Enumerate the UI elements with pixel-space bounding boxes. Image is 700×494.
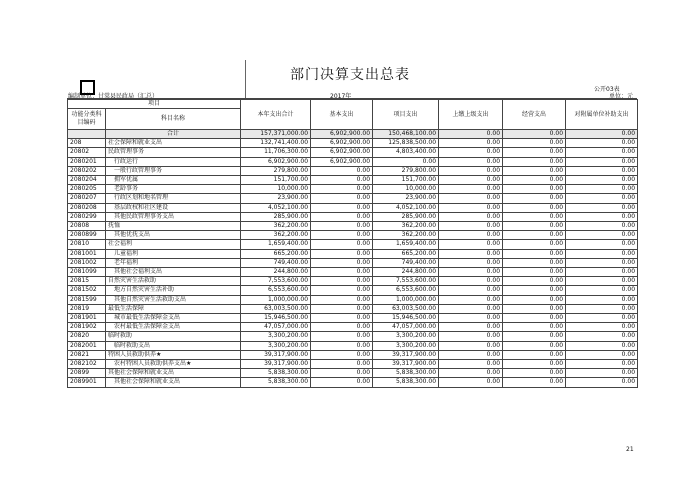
cell-name: 基层政权和社区建设 bbox=[106, 203, 241, 212]
cell-total: 3,300,200.00 bbox=[241, 341, 311, 350]
cell-basic: 0.00 bbox=[311, 286, 373, 295]
cell-name: 民政管理事务 bbox=[106, 148, 241, 157]
cell-biz: 0.00 bbox=[503, 166, 566, 175]
cell-biz: 0.00 bbox=[503, 157, 566, 166]
cell-upper: 0.00 bbox=[439, 130, 503, 139]
cell-proj: 4,052,100.00 bbox=[373, 203, 439, 212]
cell-proj: 285,900.00 bbox=[373, 212, 439, 221]
cell-upper: 0.00 bbox=[439, 139, 503, 148]
cell-sub: 0.00 bbox=[566, 176, 638, 185]
cell-proj: 279,800.00 bbox=[373, 166, 439, 175]
expenditure-table bbox=[67, 99, 638, 388]
cell-biz: 0.00 bbox=[503, 249, 566, 258]
cell-sub: 0.00 bbox=[566, 295, 638, 304]
cell-code: 2081099 bbox=[68, 268, 106, 277]
cell-total: 1,659,400.00 bbox=[241, 240, 311, 249]
cell-name: 抚恤 bbox=[106, 222, 241, 231]
cell-biz: 0.00 bbox=[503, 194, 566, 203]
cell-name: 其他社会保障和就业支出 bbox=[106, 369, 241, 378]
cell-sub: 0.00 bbox=[566, 166, 638, 175]
cell-basic: 0.00 bbox=[311, 212, 373, 221]
year-label: 2017年 bbox=[330, 93, 352, 100]
cell-proj: 665,200.00 bbox=[373, 249, 439, 258]
cell-upper: 0.00 bbox=[439, 222, 503, 231]
cell-proj: 5,838,300.00 bbox=[373, 378, 439, 387]
cell-code: 20819 bbox=[68, 304, 106, 313]
cell-upper: 0.00 bbox=[439, 157, 503, 166]
cell-sub: 0.00 bbox=[566, 148, 638, 157]
cell-basic: 0.00 bbox=[311, 360, 373, 369]
header-total: 本年支出合计 bbox=[241, 100, 311, 130]
cell-upper: 0.00 bbox=[439, 176, 503, 185]
cell-sub: 0.00 bbox=[566, 249, 638, 258]
cell-upper: 0.00 bbox=[439, 304, 503, 313]
table-row bbox=[68, 222, 638, 231]
cell-name: 最低生活保障 bbox=[106, 304, 241, 313]
header-name: 科目名称 bbox=[106, 109, 241, 130]
table-row bbox=[68, 231, 638, 240]
cell-proj: 6,553,600.00 bbox=[373, 286, 439, 295]
cell-code: 208 bbox=[68, 139, 106, 148]
expenditure-table-wrap bbox=[67, 99, 637, 388]
cell-basic: 6,902,900.00 bbox=[311, 130, 373, 139]
cell-proj: 3,300,200.00 bbox=[373, 341, 439, 350]
table-row bbox=[68, 212, 638, 221]
cell-sub: 0.00 bbox=[566, 286, 638, 295]
cell-upper: 0.00 bbox=[439, 314, 503, 323]
cell-total: 279,800.00 bbox=[241, 166, 311, 175]
cell-name: 一般行政管理事务 bbox=[106, 166, 241, 175]
cell-code: 20810 bbox=[68, 240, 106, 249]
cell-name: 社会保障和就业支出 bbox=[106, 139, 241, 148]
table-row bbox=[68, 314, 638, 323]
cell-sub: 0.00 bbox=[566, 341, 638, 350]
cell-basic: 6,902,900.00 bbox=[311, 139, 373, 148]
header-biz: 经营支出 bbox=[503, 100, 566, 130]
cell-name: 其他社会福利支出 bbox=[106, 268, 241, 277]
cell-upper: 0.00 bbox=[439, 295, 503, 304]
cell-total: 4,052,100.00 bbox=[241, 203, 311, 212]
table-row bbox=[68, 148, 638, 157]
cell-proj: 47,057,000.00 bbox=[373, 323, 439, 332]
cell-biz: 0.00 bbox=[503, 286, 566, 295]
table-row bbox=[68, 240, 638, 249]
cell-basic: 0.00 bbox=[311, 314, 373, 323]
cell-name: 拥军优属 bbox=[106, 176, 241, 185]
unit-label: 单位：元 bbox=[609, 93, 634, 100]
cell-total: 6,902,900.00 bbox=[241, 157, 311, 166]
cell-total: 362,200.00 bbox=[241, 222, 311, 231]
cell-basic: 0.00 bbox=[311, 258, 373, 267]
table-row bbox=[68, 139, 638, 148]
cell-upper: 0.00 bbox=[439, 166, 503, 175]
org-label: 编制单位：甘棠县民政局（汇总） bbox=[68, 93, 159, 100]
cell-basic: 0.00 bbox=[311, 231, 373, 240]
cell-proj: 0.00 bbox=[373, 157, 439, 166]
cell-biz: 0.00 bbox=[503, 304, 566, 313]
table-row bbox=[68, 185, 638, 194]
header-upper: 上缴上级支出 bbox=[439, 100, 503, 130]
table-row bbox=[68, 304, 638, 313]
cell-proj: 244,800.00 bbox=[373, 268, 439, 277]
cell-proj: 151,700.00 bbox=[373, 176, 439, 185]
cell-biz: 0.00 bbox=[503, 369, 566, 378]
cell-total: 39,317,900.00 bbox=[241, 360, 311, 369]
cell-proj: 362,200.00 bbox=[373, 231, 439, 240]
cell-total: 47,057,000.00 bbox=[241, 323, 311, 332]
cell-name: 其他自然灾害生活救助支出 bbox=[106, 295, 241, 304]
cell-basic: 6,902,900.00 bbox=[311, 157, 373, 166]
cell-biz: 0.00 bbox=[503, 222, 566, 231]
cell-total: 63,003,500.00 bbox=[241, 304, 311, 313]
cell-name: 行政区划和地名管理 bbox=[106, 194, 241, 203]
table-row bbox=[68, 350, 638, 359]
cell-biz: 0.00 bbox=[503, 295, 566, 304]
cell-code: 2080899 bbox=[68, 231, 106, 240]
cell-name: 老龄事务 bbox=[106, 185, 241, 194]
cell-basic: 0.00 bbox=[311, 268, 373, 277]
cell-name: 老年福利 bbox=[106, 258, 241, 267]
cell-sub: 0.00 bbox=[566, 139, 638, 148]
cell-total: 15,946,500.00 bbox=[241, 314, 311, 323]
table-row bbox=[68, 194, 638, 203]
cell-sub: 0.00 bbox=[566, 157, 638, 166]
cell-name: 社会福利 bbox=[106, 240, 241, 249]
cell-basic: 0.00 bbox=[311, 378, 373, 387]
cell-code: 2080208 bbox=[68, 203, 106, 212]
cell-total: 23,900.00 bbox=[241, 194, 311, 203]
cell-basic: 0.00 bbox=[311, 341, 373, 350]
cell-total: 6,553,600.00 bbox=[241, 286, 311, 295]
cell-proj: 4,803,400.00 bbox=[373, 148, 439, 157]
cell-upper: 0.00 bbox=[439, 332, 503, 341]
cell-name: 临时救助 bbox=[106, 332, 241, 341]
cell-biz: 0.00 bbox=[503, 332, 566, 341]
header-proj: 项目支出 bbox=[373, 100, 439, 130]
cell-biz: 0.00 bbox=[503, 176, 566, 185]
cell-biz: 0.00 bbox=[503, 314, 566, 323]
table-body bbox=[68, 130, 638, 388]
cell-name: 农村最低生活保障金支出 bbox=[106, 323, 241, 332]
cell-code: 2081502 bbox=[68, 286, 106, 295]
cell-code: 2080207 bbox=[68, 194, 106, 203]
cell-name: 临时救助支出 bbox=[106, 341, 241, 350]
cell-sub: 0.00 bbox=[566, 332, 638, 341]
cell-upper: 0.00 bbox=[439, 369, 503, 378]
cell-basic: 0.00 bbox=[311, 240, 373, 249]
table-row bbox=[68, 369, 638, 378]
table-row bbox=[68, 157, 638, 166]
cell-code: 2081902 bbox=[68, 323, 106, 332]
cell-code: 2080204 bbox=[68, 176, 106, 185]
cell-biz: 0.00 bbox=[503, 148, 566, 157]
cell-basic: 6,902,900.00 bbox=[311, 148, 373, 157]
cell-sub: 0.00 bbox=[566, 185, 638, 194]
cell-sub: 0.00 bbox=[566, 258, 638, 267]
cell-code: 20820 bbox=[68, 332, 106, 341]
total-row bbox=[68, 130, 638, 139]
cell-biz: 0.00 bbox=[503, 323, 566, 332]
cell-code: 2082001 bbox=[68, 341, 106, 350]
cell-name: 其他优抚支出 bbox=[106, 231, 241, 240]
cell-upper: 0.00 bbox=[439, 240, 503, 249]
table-row bbox=[68, 295, 638, 304]
cell-upper: 0.00 bbox=[439, 148, 503, 157]
cell-upper: 0.00 bbox=[439, 185, 503, 194]
cell-upper: 0.00 bbox=[439, 378, 503, 387]
table-row bbox=[68, 277, 638, 286]
table-row bbox=[68, 268, 638, 277]
cell-code: 2081901 bbox=[68, 314, 106, 323]
cell-basic: 0.00 bbox=[311, 185, 373, 194]
cell-proj: 63,003,500.00 bbox=[373, 304, 439, 313]
cell-code: 2081001 bbox=[68, 249, 106, 258]
cell-proj: 3,300,200.00 bbox=[373, 332, 439, 341]
cell-sub: 0.00 bbox=[566, 194, 638, 203]
cell-code: 2080202 bbox=[68, 166, 106, 175]
cell-name: 其他民政管理事务支出 bbox=[106, 212, 241, 221]
cell-name: 城市最低生活保障金支出 bbox=[106, 314, 241, 323]
cell-biz: 0.00 bbox=[503, 341, 566, 350]
cell-biz: 0.00 bbox=[503, 130, 566, 139]
form-code: 公开03表 bbox=[594, 86, 620, 93]
cell-proj: 1,000,000.00 bbox=[373, 295, 439, 304]
cell-code: 20899 bbox=[68, 369, 106, 378]
cell-total: 285,900.00 bbox=[241, 212, 311, 221]
cell-upper: 0.00 bbox=[439, 277, 503, 286]
cell-sub: 0.00 bbox=[566, 268, 638, 277]
header-code: 功能分类科目编码 bbox=[68, 109, 106, 130]
cell-upper: 0.00 bbox=[439, 231, 503, 240]
cell-total: 132,741,400.00 bbox=[241, 139, 311, 148]
cell-biz: 0.00 bbox=[503, 350, 566, 359]
cell-sub: 0.00 bbox=[566, 378, 638, 387]
page-title: 部门决算支出总表 bbox=[290, 67, 410, 83]
cell-basic: 0.00 bbox=[311, 176, 373, 185]
header-sub: 对附属单位补助支出 bbox=[566, 100, 638, 130]
table-row bbox=[68, 249, 638, 258]
cell-total: 3,300,200.00 bbox=[241, 332, 311, 341]
page-number: 21 bbox=[626, 446, 634, 453]
cell-upper: 0.00 bbox=[439, 203, 503, 212]
cell-sub: 0.00 bbox=[566, 323, 638, 332]
cell-name: 儿童福利 bbox=[106, 249, 241, 258]
cell-sub: 0.00 bbox=[566, 360, 638, 369]
cell-total: 5,838,300.00 bbox=[241, 378, 311, 387]
cell-total: 7,553,600.00 bbox=[241, 277, 311, 286]
cell-code: 2082102 bbox=[68, 360, 106, 369]
cell-upper: 0.00 bbox=[439, 350, 503, 359]
cell-name: 农村特困人员救助供养支出★ bbox=[106, 360, 241, 369]
cell-proj: 150,468,100.00 bbox=[373, 130, 439, 139]
cell-proj: 125,838,500.00 bbox=[373, 139, 439, 148]
cell-sub: 0.00 bbox=[566, 304, 638, 313]
cell-biz: 0.00 bbox=[503, 360, 566, 369]
cell-upper: 0.00 bbox=[439, 341, 503, 350]
cell-total: 10,000.00 bbox=[241, 185, 311, 194]
cell-upper: 0.00 bbox=[439, 360, 503, 369]
table-row bbox=[68, 286, 638, 295]
cell-basic: 0.00 bbox=[311, 369, 373, 378]
cell-total: 39,317,900.00 bbox=[241, 350, 311, 359]
cell-proj: 15,946,500.00 bbox=[373, 314, 439, 323]
cell-basic: 0.00 bbox=[311, 166, 373, 175]
cell-biz: 0.00 bbox=[503, 203, 566, 212]
cell-code: 2081002 bbox=[68, 258, 106, 267]
cell-sub: 0.00 bbox=[566, 350, 638, 359]
cell-upper: 0.00 bbox=[439, 194, 503, 203]
cell-upper: 0.00 bbox=[439, 249, 503, 258]
table-row bbox=[68, 176, 638, 185]
cell-total: 665,200.00 bbox=[241, 249, 311, 258]
cell-biz: 0.00 bbox=[503, 212, 566, 221]
cell-basic: 0.00 bbox=[311, 249, 373, 258]
cell-code: 2080205 bbox=[68, 185, 106, 194]
table-row bbox=[68, 332, 638, 341]
cell-name: 地方自然灾害生活补助 bbox=[106, 286, 241, 295]
cell-name: 特困人员救助供养★ bbox=[106, 350, 241, 359]
cell-sub: 0.00 bbox=[566, 222, 638, 231]
cell-proj: 1,659,400.00 bbox=[373, 240, 439, 249]
cell-total: 1,000,000.00 bbox=[241, 295, 311, 304]
cell-total: 749,400.00 bbox=[241, 258, 311, 267]
table-row bbox=[68, 203, 638, 212]
cell-total: 5,838,300.00 bbox=[241, 369, 311, 378]
cell-total: 11,706,300.00 bbox=[241, 148, 311, 157]
cell-sub: 0.00 bbox=[566, 130, 638, 139]
cell-sub: 0.00 bbox=[566, 240, 638, 249]
cell-total: 151,700.00 bbox=[241, 176, 311, 185]
cell-basic: 0.00 bbox=[311, 277, 373, 286]
table-row bbox=[68, 378, 638, 387]
cell-proj: 5,838,300.00 bbox=[373, 369, 439, 378]
cell-proj: 10,000.00 bbox=[373, 185, 439, 194]
cell-basic: 0.00 bbox=[311, 323, 373, 332]
cell-basic: 0.00 bbox=[311, 203, 373, 212]
cell-sub: 0.00 bbox=[566, 203, 638, 212]
table-row bbox=[68, 166, 638, 175]
table-row bbox=[68, 341, 638, 350]
cell-proj: 7,553,600.00 bbox=[373, 277, 439, 286]
cell-code: 20821 bbox=[68, 350, 106, 359]
cell-total: 362,200.00 bbox=[241, 231, 311, 240]
cell-biz: 0.00 bbox=[503, 268, 566, 277]
cell-total: 157,371,000.00 bbox=[241, 130, 311, 139]
cell-code: 20808 bbox=[68, 222, 106, 231]
cell-biz: 0.00 bbox=[503, 139, 566, 148]
header-project: 项目 bbox=[68, 100, 241, 109]
table-row bbox=[68, 258, 638, 267]
cell-sub: 0.00 bbox=[566, 231, 638, 240]
cell-name: 合计 bbox=[106, 130, 241, 139]
table-row bbox=[68, 323, 638, 332]
cell-sub: 0.00 bbox=[566, 212, 638, 221]
cell-name: 自然灾害生活救助 bbox=[106, 277, 241, 286]
table-row bbox=[68, 360, 638, 369]
cell-basic: 0.00 bbox=[311, 295, 373, 304]
cell-basic: 0.00 bbox=[311, 304, 373, 313]
header-basic: 基本支出 bbox=[311, 100, 373, 130]
cell-code: 2081599 bbox=[68, 295, 106, 304]
cell-upper: 0.00 bbox=[439, 268, 503, 277]
cell-biz: 0.00 bbox=[503, 277, 566, 286]
cell-proj: 362,200.00 bbox=[373, 222, 439, 231]
cell-upper: 0.00 bbox=[439, 323, 503, 332]
cell-proj: 39,317,900.00 bbox=[373, 360, 439, 369]
cell-code bbox=[68, 130, 106, 139]
cell-basic: 0.00 bbox=[311, 332, 373, 341]
cell-basic: 0.00 bbox=[311, 350, 373, 359]
cell-sub: 0.00 bbox=[566, 369, 638, 378]
cell-upper: 0.00 bbox=[439, 258, 503, 267]
cell-proj: 39,317,900.00 bbox=[373, 350, 439, 359]
cell-code: 2089901 bbox=[68, 378, 106, 387]
cell-biz: 0.00 bbox=[503, 378, 566, 387]
cell-biz: 0.00 bbox=[503, 231, 566, 240]
cell-proj: 23,900.00 bbox=[373, 194, 439, 203]
cell-basic: 0.00 bbox=[311, 194, 373, 203]
cell-code: 2080201 bbox=[68, 157, 106, 166]
cell-biz: 0.00 bbox=[503, 240, 566, 249]
cell-name: 行政运行 bbox=[106, 157, 241, 166]
cell-sub: 0.00 bbox=[566, 277, 638, 286]
cell-upper: 0.00 bbox=[439, 286, 503, 295]
cell-sub: 0.00 bbox=[566, 314, 638, 323]
cell-code: 20802 bbox=[68, 148, 106, 157]
cell-code: 2080299 bbox=[68, 212, 106, 221]
cell-code: 20815 bbox=[68, 277, 106, 286]
cell-basic: 0.00 bbox=[311, 222, 373, 231]
cell-biz: 0.00 bbox=[503, 185, 566, 194]
cell-upper: 0.00 bbox=[439, 212, 503, 221]
cell-name: 其他社会保障和就业支出 bbox=[106, 378, 241, 387]
cell-biz: 0.00 bbox=[503, 258, 566, 267]
cell-total: 244,800.00 bbox=[241, 268, 311, 277]
cell-proj: 749,400.00 bbox=[373, 258, 439, 267]
